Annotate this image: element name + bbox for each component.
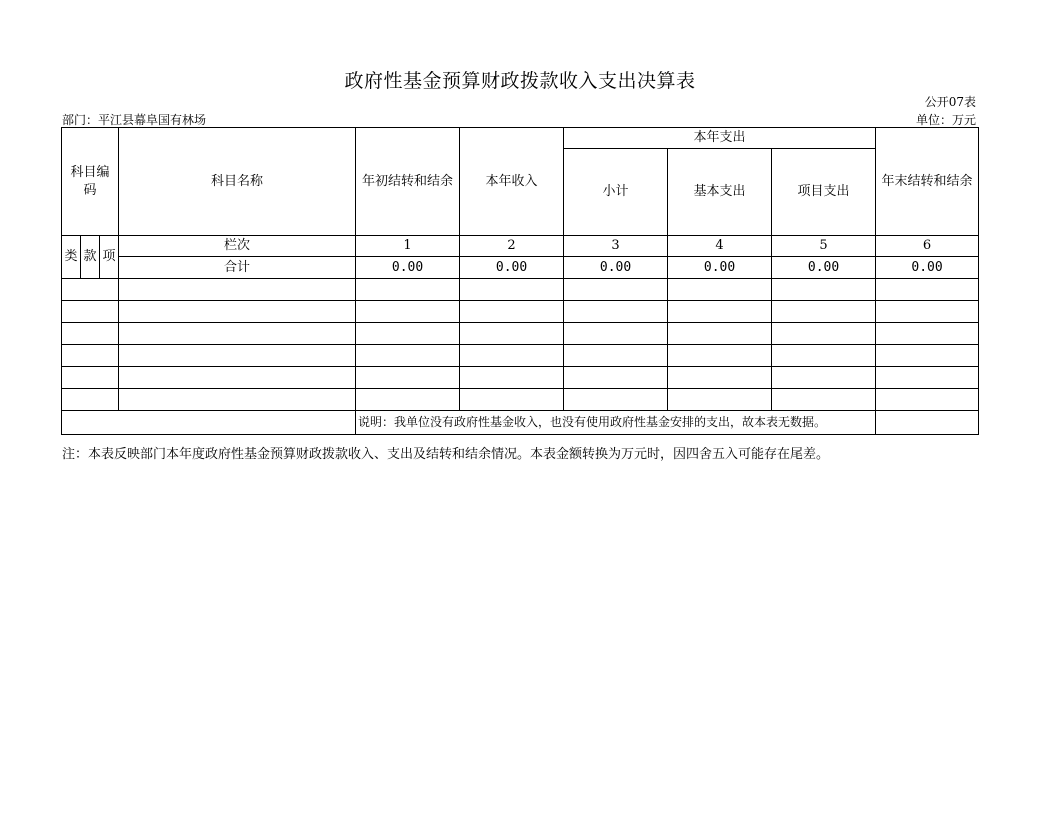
empty-row (62, 345, 979, 367)
header-item: 项 (100, 236, 119, 279)
header-subject-code: 科目编码 (62, 128, 119, 236)
budget-table (61, 127, 979, 435)
form-number: 公开07表 (924, 95, 976, 109)
empty-row (62, 389, 979, 411)
empty-row (62, 367, 979, 389)
header-end-balance: 年末结转和结余 (876, 128, 979, 236)
total-value: 0.00 (564, 257, 668, 279)
department-label: 部门：平江县幕阜国有林场 (62, 113, 207, 127)
footnote: 注：本表反映部门本年度政府性基金预算财政拨款收入、支出及结转和结余情况。本表金额转换为万元时，因四舍五入可能存在尾差。 (62, 447, 830, 462)
explanation-end-cell (876, 411, 979, 435)
header-project-expense: 项目支出 (772, 149, 876, 236)
header-begin-balance: 年初结转和结余 (356, 128, 460, 236)
unit-label: 单位：万元 (915, 113, 976, 127)
header-section: 款 (81, 236, 100, 279)
column-number: 5 (772, 236, 876, 257)
total-value: 0.00 (356, 257, 460, 279)
total-value: 0.00 (876, 257, 979, 279)
column-number-label: 栏次 (119, 236, 356, 257)
total-value: 0.00 (772, 257, 876, 279)
column-number: 2 (460, 236, 564, 257)
total-value: 0.00 (668, 257, 772, 279)
column-number: 4 (668, 236, 772, 257)
empty-row (62, 279, 979, 301)
empty-row (62, 323, 979, 345)
header-subtotal: 小计 (564, 149, 668, 236)
explanation-spacer (62, 411, 356, 435)
explanation-note: 说明：我单位没有政府性基金收入，也没有使用政府性基金安排的支出，故本表无数据。 (356, 411, 876, 435)
empty-row (62, 301, 979, 323)
column-number: 3 (564, 236, 668, 257)
report-title: 政府性基金预算财政拨款收入支出决算表 (344, 70, 696, 92)
column-number: 1 (356, 236, 460, 257)
header-year-income: 本年收入 (460, 128, 564, 236)
column-number: 6 (876, 236, 979, 257)
total-row-label: 合计 (119, 257, 356, 279)
header-basic-expense: 基本支出 (668, 149, 772, 236)
header-class: 类 (62, 236, 81, 279)
total-value: 0.00 (460, 257, 564, 279)
header-year-expense: 本年支出 (564, 128, 876, 149)
header-subject-name: 科目名称 (119, 128, 356, 236)
